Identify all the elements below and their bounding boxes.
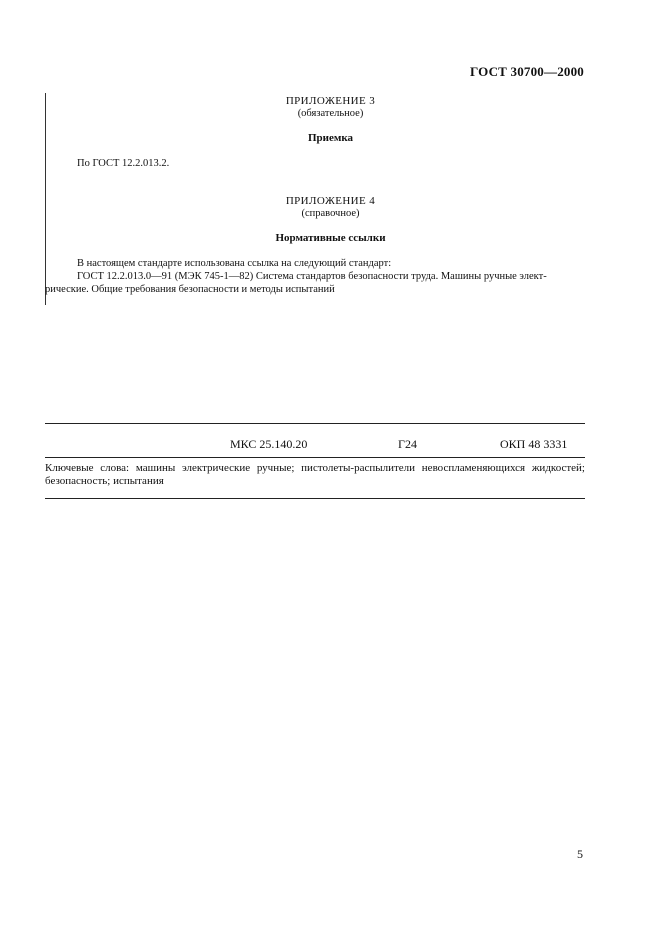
- reference-line-2: рические. Общие требования безопасности и методы испытаний: [45, 284, 335, 295]
- reference-line-1: ГОСТ 12.2.013.0—91 (МЭК 745-1—82) Система стандартов безопасности труда. Машины ручные элект-: [77, 271, 547, 282]
- appendix-4-heading: Нормативные ссылки: [275, 232, 386, 244]
- mks-code: МКС 25.140.20: [230, 437, 308, 451]
- standard-code: ГОСТ 30700—2000: [469, 64, 584, 79]
- appendix-3-heading: Приемка: [307, 132, 354, 144]
- keywords: Ключевые слова: машины электрические ручные; пистолеты-распылители невоспламеняющихся жидкостей; безопасность; испытания: [45, 462, 585, 487]
- appendix-4-title: ПРИЛОЖЕНИЕ 4: [285, 195, 376, 207]
- appendix-4-note: (справочное): [301, 208, 360, 219]
- references-intro: В настоящем стандарте использована ссылка на следующий стандарт:: [77, 258, 392, 269]
- footer-top-rule: [45, 423, 585, 424]
- footer-bottom-rule: [45, 498, 585, 499]
- appendix-3-title: ПРИЛОЖЕНИЕ 3: [285, 95, 376, 107]
- page-number: 5: [577, 847, 583, 861]
- okp-code: ОКП 48 3331: [500, 437, 568, 451]
- footer-middle-rule: [45, 457, 585, 458]
- group-code: Г24: [398, 437, 417, 451]
- appendix-3-text: По ГОСТ 12.2.013.2.: [77, 158, 170, 169]
- appendix-3-note: (обязательное): [297, 108, 364, 119]
